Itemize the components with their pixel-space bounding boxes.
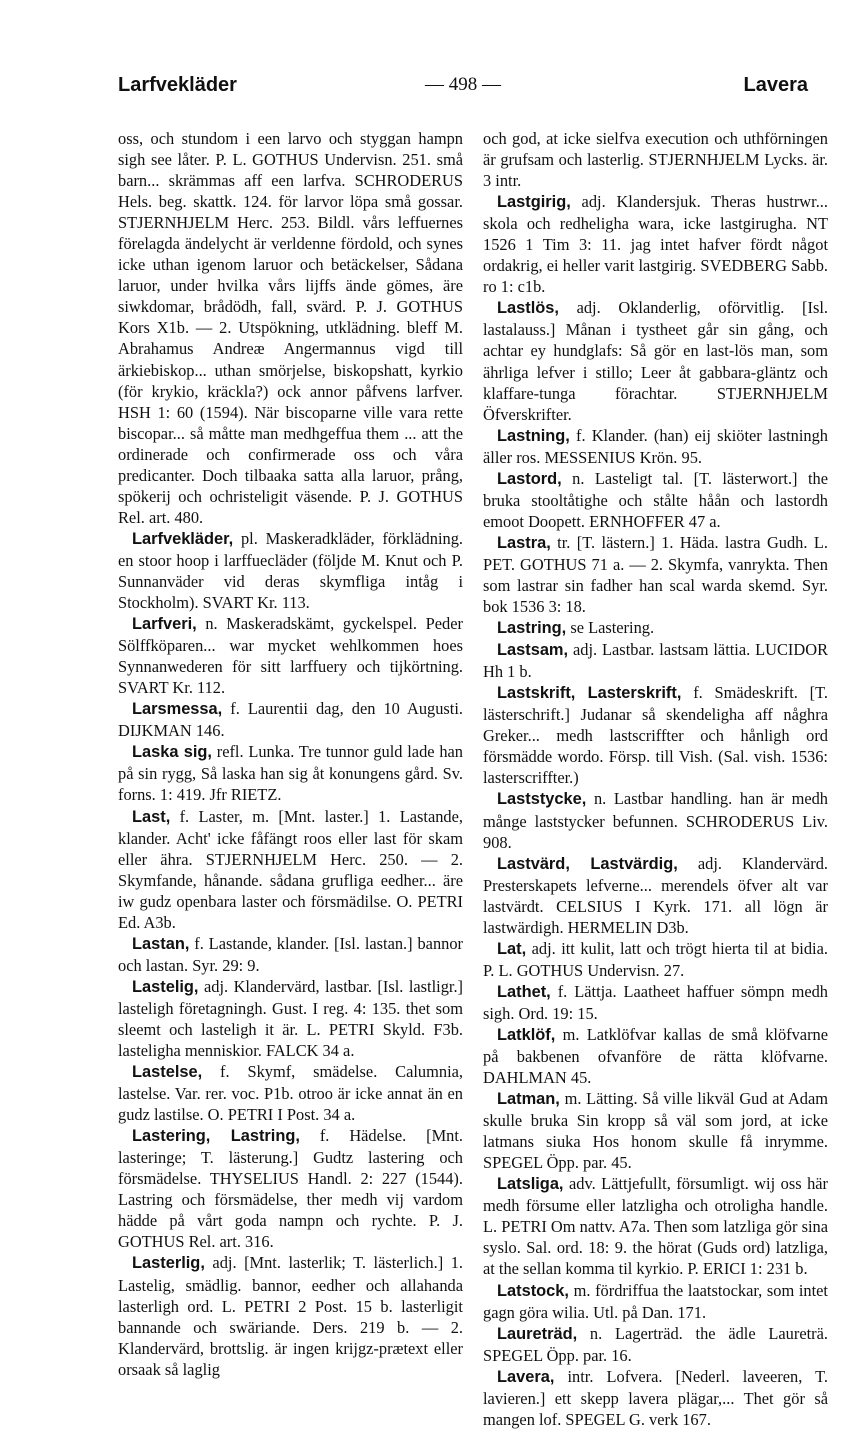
entry-text: se Lastering. [566,618,655,638]
dictionary-entry [483,191,828,297]
entry-headword: Lathet, [497,982,551,1001]
entry-headword: Lastring, [497,619,567,638]
dictionary-entry [118,613,463,698]
dictionary-entry [483,1173,828,1279]
dictionary-entry [118,528,463,613]
dictionary-entry [483,981,828,1024]
dictionary-entry [483,128,828,191]
entry-text: m. fördriffua the laatstockar, som intet gagn göra wilia. Utl. på Dan. 171. [483,1280,828,1322]
dictionary-entry [118,698,463,741]
dictionary-entry [483,788,828,852]
entry-text: adj. Lastbar. lastsam lättia. LUCIDOR Hh 1 b. [483,640,828,682]
entry-headword: Latstock, [497,1281,569,1300]
dictionary-entry [483,853,828,938]
entry-text: n. Lagerträd. the ädle Laureträ. SPEGEL Öpp. par. 16. [483,1323,828,1365]
dictionary-entry [483,1088,828,1173]
entry-headword: Lastan, [132,934,190,953]
header-right-guideword: Lavera [743,74,808,96]
entry-text: f. Hädelse. [Mnt. lasteringe; T. lästerung.] Gudtz lastering och försmädelse. THYSELIUS Handl. 2: 227 (1544). Lastring och försmädelse, ther medh vij vardom hädde på vårt goda nampn och rychte. P. J. GOTHUS Rel. art. 316. [118,1126,463,1252]
dictionary-entry [483,617,828,639]
dictionary-entry [483,1366,828,1430]
entry-text: f. Laster, m. [Mnt. laster.] 1. Lastande, klander. Acht' icke fåfängt roos eller last för skam eller ähra. STJERNHJELM Herc. 250. — 2. Skymfande, hånande. sådana grufliga eedher... äre iw gudz openbara laster och försmädilse. O. PETRI Ed. A3b. [118,806,463,932]
entry-headword: Lastering, Lastring, [132,1127,300,1146]
dictionary-entry [483,639,828,682]
entry-headword: Laureträd, [497,1324,578,1343]
dictionary-entry [118,1061,463,1125]
dictionary-entry [483,425,828,468]
dictionary-entry [483,532,828,617]
entry-text: m. Lätting. Så ville likväl Gud at Adam skulle bruka Sin kropp så väl som jord, at icke latmans siuka Hos honom skulle få inrymme. SPEGEL Öpp. par. 45. [483,1089,828,1173]
entry-text: adj. itt kulit, latt och trögt hierta til at bidia. P. L. GOTHUS Undervisn. 27. [483,938,828,980]
dictionary-entry [118,806,463,933]
dictionary-entry [118,976,463,1061]
dictionary-entry [118,1252,463,1379]
entry-headword: Latklöf, [497,1025,556,1044]
entry-headword: Laststycke, [497,790,587,809]
page-header [118,74,808,102]
entry-text: n. Lasteligt tal. [T. lästerwort.] the bruka stooltåtighe och stålte håån och lastordh emoot Doopett. ERNHOFFER 47 a. [483,468,828,531]
entry-headword: Larfvekläder, [132,529,234,548]
entry-headword: Lastelig, [132,977,199,996]
dictionary-entry [118,741,463,805]
entry-text: adj. Oklanderlig, oförvitlig. [Isl. lastalauss.] Månan i tystheet går sin gång, och achtar ey hundglafs: Så gör en last-lös man, som ährliga lefver i stillo; Leer åt gabbara-gläntz och klaffare-tunga förachtar. STJERNHJELM Öfverskrifter. [483,298,828,424]
dictionary-entry [118,128,463,528]
entry-text: adj. Klandervärd. Presterskapets lefverne... merendels öfver alt var lastvärdt. CELSIUS I Kyrk. 171. all lögn är lastwärdigh. HERMELIN D3b. [483,853,829,937]
entry-headword: Lavera, [497,1367,555,1386]
entry-headword: Laska sig, [132,743,212,762]
entry-headword: Lastlös, [497,299,559,318]
entry-text: refl. Lunka. Tre tunnor guld lade han på sin rygg, Så laska han sig åt konungens gård. Sv. forns. 1: 419. Jfr RIETZ. [118,742,463,805]
entry-headword: Larsmessa, [132,700,223,719]
entry-text: f. Smädeskrift. [T. lästerschrift.] Judanar så skendeligha aff någhra Greker... medh lastscriffter och hånligh ord försmädde wordo. Försp. till Vish. (Sal. vish. 1536: lasterscriffter.) [483,683,828,788]
entry-text: och god, at icke sielfva execution och uthförningen är grufsam och lasterlig. STJERNHJELM Lycks. är. 3 intr. [483,129,828,191]
entry-headword: Lat, [497,939,527,958]
entry-text: oss, och stundom i een larvo och styggan hampn sigh see låter. P. L. GOTHUS Undervisn. 251. små barn... skrämmas aff een larfva. SCHRODERUS Hels. beg. skattk. 124. för larvor löpa små gossar. STJERNHJELM Herc. 253. Bildl. vårs leffuernes förelagda ändelycht är verldenne fördold, och synes icke uthan igenom laruor och betäckelser, Sådana laruor, under hvilka vårs lijffs ände gömes, äre siwkdomar, brådödh, fall, svärd. P. J. GOTHUS Kors X1b. — 2. Utspökning, utklädning. bleff M. Abrahamus Andreæ Angermannus vigd till ärkiebiskop... uthan smörjelse, biskopshatt, kyrkio (för krykio, kräckla?) ock annor påfvens larfver. HSH 1: 60 (1594). När biscoparne ville vara rette biscopar... så måtte man medhgeffua them ... att the ordinerade och confirmerade oss och våra predicanter. Doch tilbaaka satta alla laruor, prång, spökerij och ochristeligit väsende. P. J. GOTHUS Rel. art. 480. [118,129,463,527]
dictionary-entry [118,1125,463,1252]
entry-text: f. Skymf, smädelse. Calumnia, lastelse. Var. rer. voc. P1b. otroo är icke annat än en gudz lastilse. O. PETRI I Post. 34 a. [118,1062,463,1125]
entry-text: f. Laurentii dag, den 10 Augusti. DIJKMAN 146. [118,699,463,741]
entry-text: intr. Lofvera. [Nederl. laveeren, T. lavieren.] ett skepp lavera plägar,... Thet gör så mangen lof. SPEGEL G. verk 167. [483,1366,828,1429]
entry-headword: Lastvärd, Lastvärdig, [497,854,678,873]
page-number: — 498 — [425,74,501,95]
dictionary-entry [483,1024,828,1088]
entry-text: f. Lättja. Laatheet haffuer sömpn medh sigh. Ord. 19: 15. [483,981,828,1023]
dictionary-entry [118,933,463,976]
entry-text: adj. Klandersjuk. Theras hustrwr... skola och redheligha wara, icke lastgirugha. NT 1526 1 Tim 3: 11. jag intet hafver fördt något ordakrig, ei heller varit lastgirig. SVEDBERG Sabb. ro 1: c1b. [483,192,828,297]
entry-headword: Lastelse, [132,1063,203,1082]
entry-headword: Lastning, [497,426,570,445]
entry-headword: Lastra, [497,533,551,552]
entry-headword: Lastsam, [497,641,569,660]
entry-text: f. Lastande, klander. [Isl. lastan.] bannor och lastan. Syr. 29: 9. [118,933,463,975]
left-column [118,128,463,1380]
entry-text: tr. [T. lästern.] 1. Häda. lastra Gudh. L. PET. GOTHUS 71 a. — 2. Skymfa, vanrykta. Then som lastrar sin fadher han scal warda skemd. Syr. bok 1536 3: 18. [483,532,828,617]
entry-text: m. Latklöfvar kallas de små klöfvarne på bakbenen ofvanföre de rätta klöfvarne. DAHLMAN 45. [483,1024,828,1088]
header-left-guideword: Larfvekläder [118,74,237,96]
entry-text: adj. Klandervärd, lastbar. [Isl. lastligr.] lasteligh företagningh. Gust. I reg. 4: 135. thet som sleemt och lasteligh it är. L. PETRI Skyld. F3b. lasteligha menniskior. FALCK 34 a. [118,976,463,1061]
entry-headword: Lastord, [497,469,562,488]
entry-headword: Last, [132,807,171,826]
dictionary-entry [483,1323,828,1366]
dictionary-entry [483,938,828,981]
entry-headword: Latsliga, [497,1175,564,1194]
entry-headword: Larfveri, [132,615,197,634]
entry-text: n. Lastbar handling. han är medh månge laststycker befunnen. SCHRODERUS Liv. 908. [483,789,828,852]
entry-text: adv. Lättjefullt, försumligt. wij oss här medh försume eller latzligha och otroligha handle. L. PETRI Om nattv. A7a. Then som latzliga gör sina syslo. Sal. ord. 18: 9. the hörat (Guds ord) latzliga, at the sellan komma til kyrkio. P. ERICI 1: 231 b. [483,1174,828,1279]
entry-text: f. Klander. (han) eij skiöter lastningh äller ros. MESSENIUS Krön. 95. [483,425,828,467]
entry-headword: Lasterlig, [132,1254,205,1273]
dictionary-entry [483,297,828,424]
right-column [483,128,828,1430]
dictionary-entry [483,468,828,532]
entry-headword: Lastgirig, [497,193,571,212]
dictionary-entry [483,682,828,788]
entry-text: adj. [Mnt. lasterlik; T. lästerlich.] 1. Lastelig, smädlig. bannor, eedher och allahanda lasterligh ord. L. PETRI 2 Post. 15 b. lasterligit bannande och swäriande. Ders. 219 b. — 2. Klandervärd, brottslig. är ingen krijgz-prætext eller orsaak så laglig [118,1253,463,1379]
entry-headword: Latman, [497,1090,560,1109]
entry-text: n. Maskeradskämt, gyckelspel. Peder Sölffköparen... war mycket wehlkommen hoes Synnanwederen för sitt larffuery och tijkörtning. SVART Kr. 112. [118,614,463,698]
dictionary-entry [483,1280,828,1323]
entry-headword: Lastskrift, Lasterskrift, [497,684,682,703]
entry-text: pl. Maskeradkläder, förklädning. en stoor hoop i larffuecläder (följde M. Knut och P. Sunnanväder vid deras skymfliga intåg i Stockholm). SVART Kr. 113. [118,528,463,613]
